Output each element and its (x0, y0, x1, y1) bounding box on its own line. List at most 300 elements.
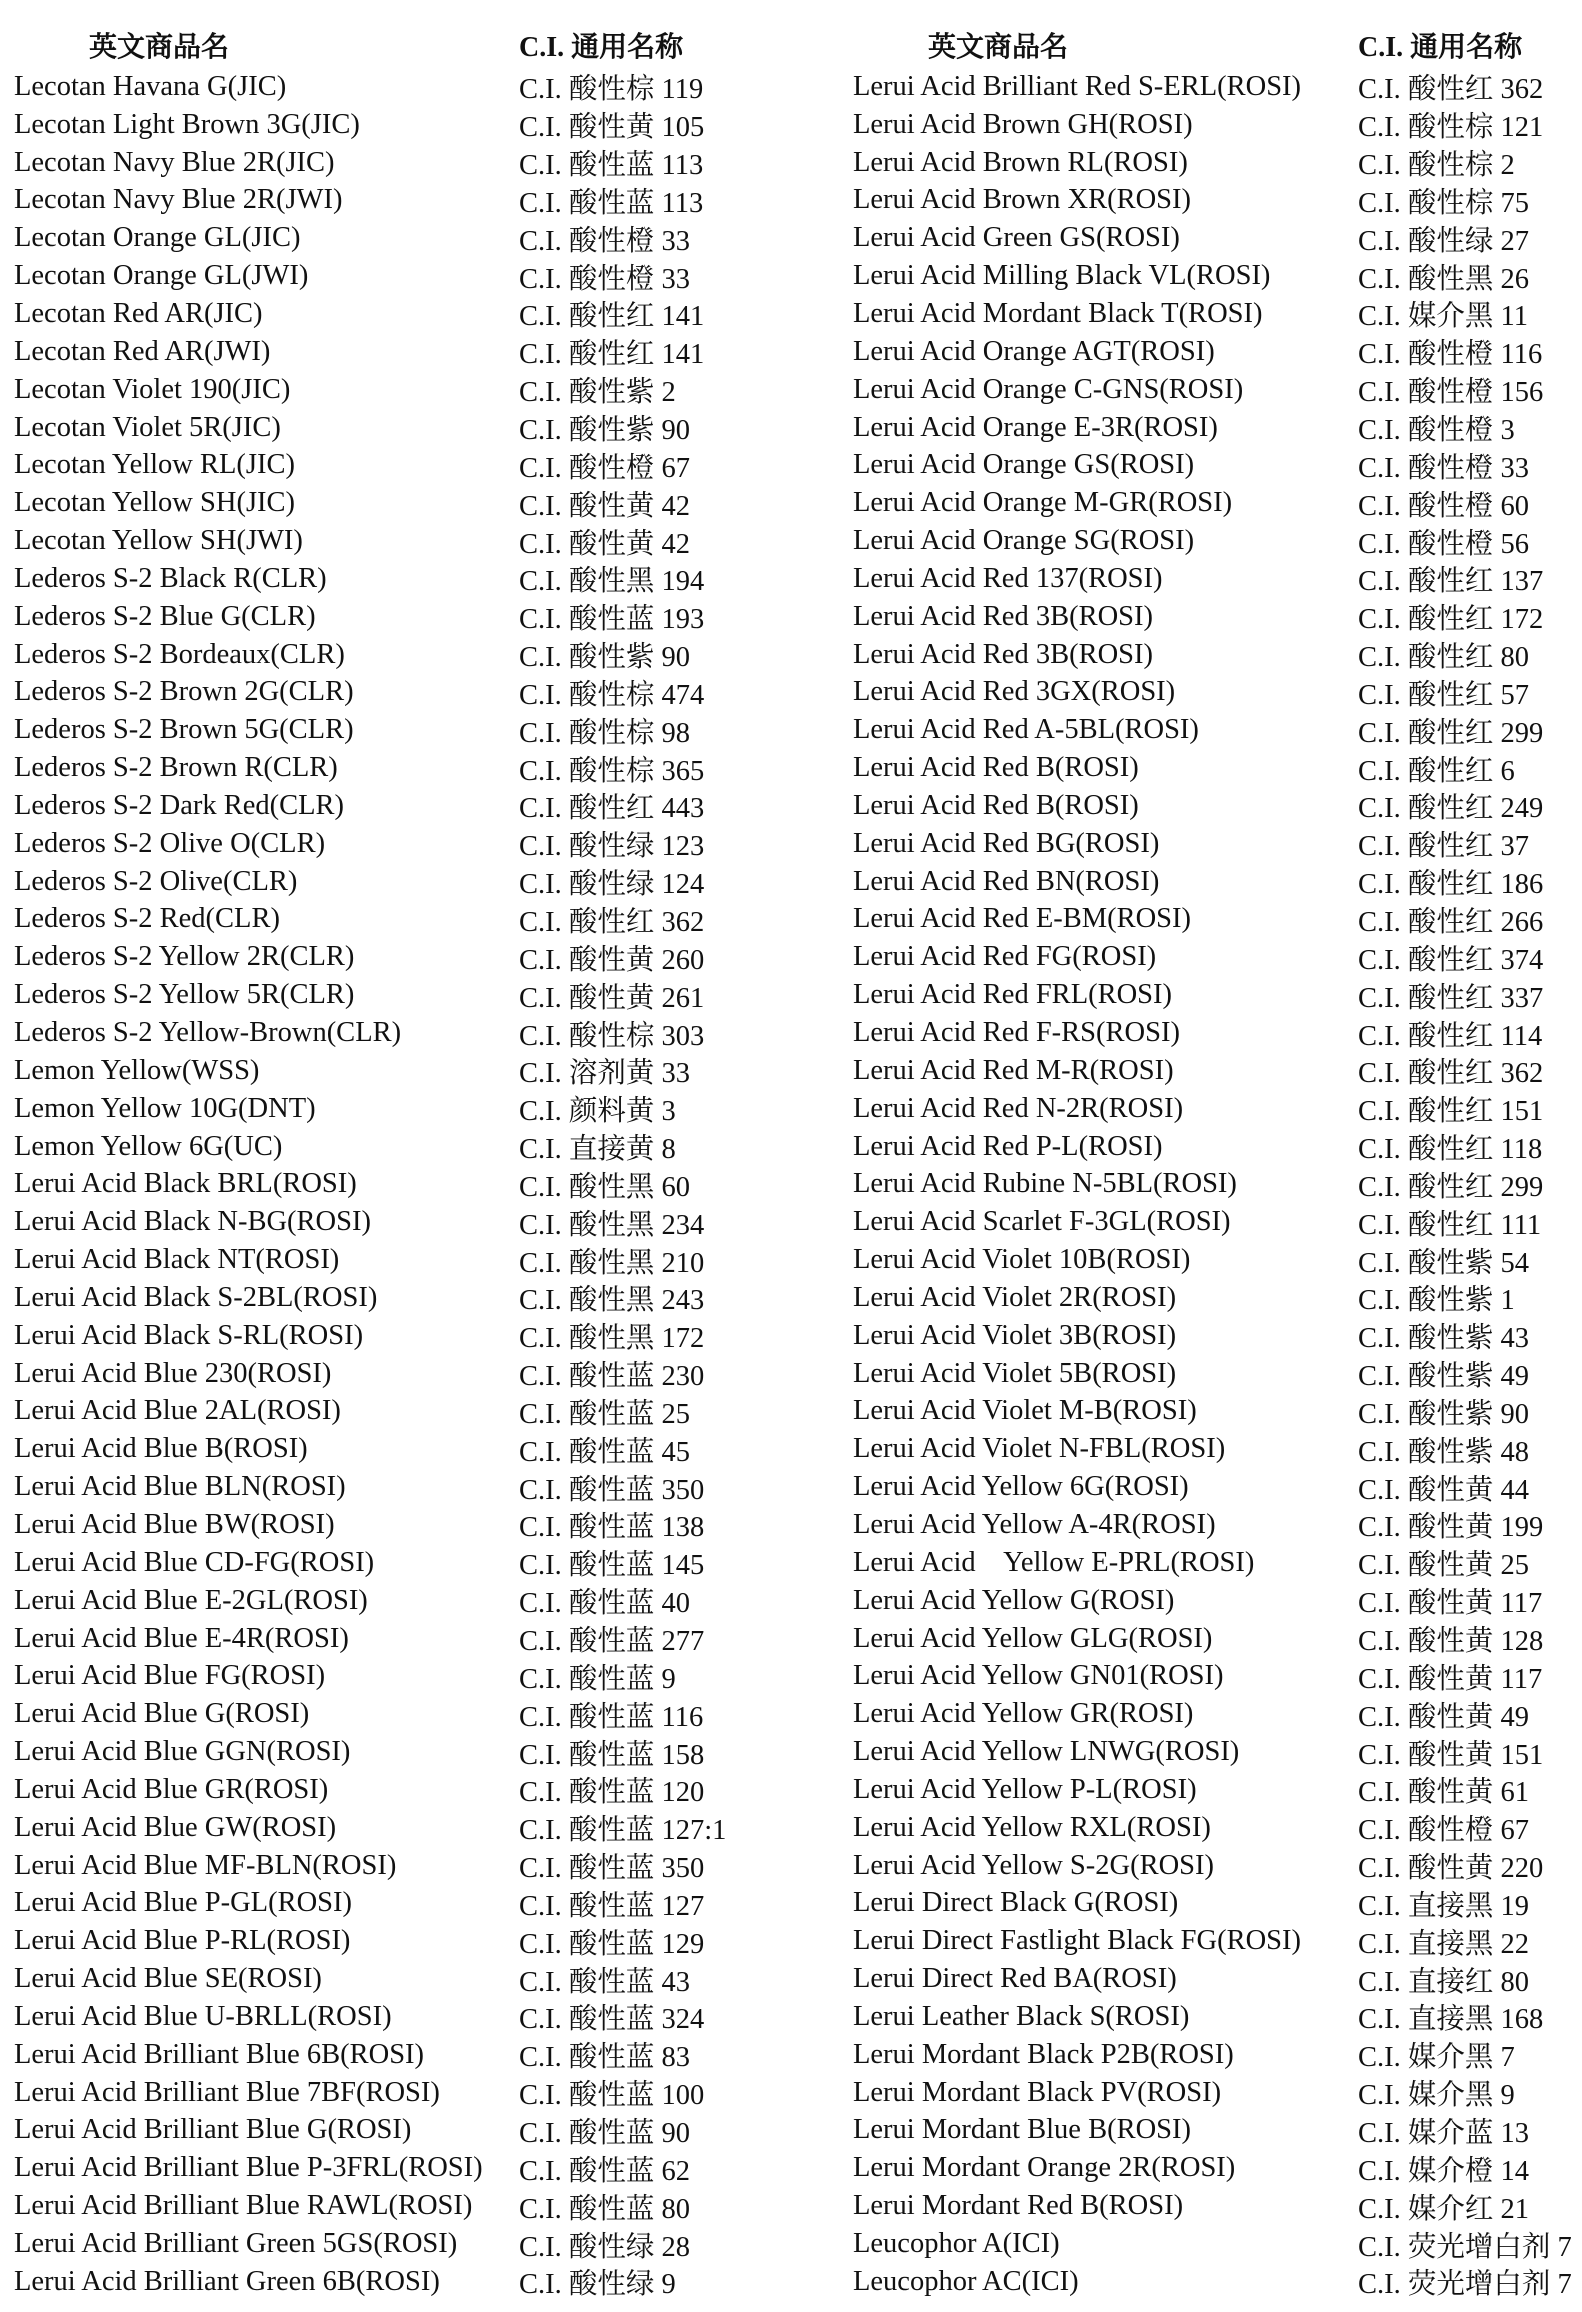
ci-generic-name: C.I. 酸性蓝 120 (519, 1777, 705, 1809)
table-row (853, 1165, 1582, 1203)
table-row (853, 182, 1582, 220)
ci-generic-name: C.I. 酸性红 151 (1358, 1096, 1544, 1128)
table-row (14, 1090, 854, 1128)
table-row (14, 1241, 854, 1279)
english-trade-name: Lerui Acid Brilliant Red S-ERL(ROSI) (853, 70, 1302, 102)
english-trade-name: Lecotan Orange GL(JIC) (14, 222, 301, 254)
ci-generic-name: C.I. 酸性红 111 (1358, 1209, 1542, 1241)
table-row (14, 1922, 854, 1960)
english-trade-name: Lerui Acid Blue P-RL(ROSI) (14, 1925, 351, 1957)
table-row (853, 2187, 1582, 2225)
table-row (14, 409, 854, 447)
table-row (853, 219, 1582, 257)
english-trade-name: Lecotan Yellow SH(JWI) (14, 525, 303, 557)
table-row (14, 863, 854, 901)
ci-generic-name: C.I. 酸性黑 26 (1358, 263, 1530, 295)
table-row (853, 1657, 1582, 1695)
english-trade-name: Lerui Direct Red BA(ROSI) (853, 1963, 1177, 1995)
ci-generic-name: C.I. 酸性蓝 100 (519, 2080, 705, 2112)
ci-generic-name: C.I. 直接黄 8 (519, 1134, 676, 1166)
table-row (14, 2187, 854, 2225)
table-row (14, 1960, 854, 1998)
table-row (853, 901, 1582, 939)
ci-generic-name: C.I. 酸性红 37 (1358, 831, 1530, 863)
ci-generic-name: C.I. 酸性橙 33 (519, 225, 691, 257)
ci-generic-name: C.I. 酸性棕 474 (519, 679, 705, 711)
ci-generic-name: C.I. 酸性黄 151 (1358, 1739, 1544, 1771)
table-row (14, 68, 854, 106)
table-row (853, 484, 1582, 522)
table-row (853, 371, 1582, 409)
table-row (853, 787, 1582, 825)
english-trade-name: Lerui Acid Violet N-FBL(ROSI) (853, 1433, 1226, 1465)
table-row (14, 1506, 854, 1544)
table-row (14, 1998, 854, 2036)
ci-generic-name: C.I. 酸性棕 2 (1358, 150, 1515, 182)
english-trade-name: Lecotan Violet 5R(JIC) (14, 411, 281, 443)
table-row (853, 1544, 1582, 1582)
english-trade-name: Lerui Acid Red E-BM(ROSI) (853, 903, 1191, 935)
table-row (853, 1885, 1582, 1923)
table-row (853, 598, 1582, 636)
english-trade-name: Lerui Acid Orange AGT(ROSI) (853, 335, 1215, 367)
table-row (14, 1657, 854, 1695)
english-trade-name: Lerui Acid Brown RL(ROSI) (853, 146, 1188, 178)
english-trade-name: Lerui Acid Violet 5B(ROSI) (853, 1357, 1177, 1389)
table-row (853, 2225, 1582, 2263)
english-trade-name: Lerui Mordant Black P2B(ROSI) (853, 2038, 1234, 2070)
table-row (853, 863, 1582, 901)
english-trade-name: Lederos S-2 Yellow 2R(CLR) (14, 941, 355, 973)
english-trade-name: Lerui Acid Violet 2R(ROSI) (853, 1281, 1177, 1313)
table-row (853, 106, 1582, 144)
english-trade-name: Lecotan Red AR(JIC) (14, 297, 263, 329)
english-trade-name: Lerui Acid Red 3B(ROSI) (853, 638, 1154, 670)
table-row (14, 333, 854, 371)
table-row (853, 409, 1582, 447)
english-trade-name: Lerui Acid Milling Black VL(ROSI) (853, 260, 1271, 292)
table-row (14, 295, 854, 333)
table-row (14, 560, 854, 598)
ci-generic-name: C.I. 酸性红 299 (1358, 1171, 1544, 1203)
ci-generic-name: C.I. 酸性黑 172 (519, 1323, 705, 1355)
column-header (853, 22, 1582, 68)
ci-generic-name: C.I. 酸性蓝 45 (519, 1436, 691, 1468)
header-ci-name: C.I. 通用名称 (1358, 32, 1523, 63)
english-trade-name: Lerui Acid Orange SG(ROSI) (853, 525, 1195, 557)
ci-generic-name: C.I. 酸性橙 156 (1358, 377, 1544, 409)
table-row (853, 1771, 1582, 1809)
table-row (853, 257, 1582, 295)
ci-generic-name: C.I. 酸性紫 90 (1358, 1398, 1530, 1430)
table-row (14, 1165, 854, 1203)
english-trade-name: Lecotan Yellow SH(JIC) (14, 487, 296, 519)
ci-generic-name: C.I. 酸性红 362 (1358, 1058, 1544, 1090)
english-trade-name: Lerui Acid Red P-L(ROSI) (853, 1130, 1163, 1162)
english-trade-name: Lemon Yellow 10G(DNT) (14, 1092, 316, 1124)
ci-generic-name: C.I. 酸性蓝 113 (519, 150, 704, 182)
ci-generic-name: C.I. 酸性蓝 80 (519, 2193, 691, 2225)
table-row (14, 2225, 854, 2263)
english-trade-name: Lecotan Navy Blue 2R(JIC) (14, 146, 335, 178)
table-row (14, 787, 854, 825)
english-trade-name: Lerui Acid Yellow GR(ROSI) (853, 1698, 1194, 1730)
english-trade-name: Lerui Acid Red N-2R(ROSI) (853, 1092, 1184, 1124)
table-row (853, 1847, 1582, 1885)
english-trade-name: Lerui Mordant Red B(ROSI) (853, 2190, 1184, 2222)
english-trade-name: Lerui Acid Red 137(ROSI) (853, 562, 1163, 594)
ci-generic-name: C.I. 媒介橙 14 (1358, 2155, 1530, 2187)
column-header (14, 22, 854, 68)
table-row (853, 1279, 1582, 1317)
table-row (853, 2074, 1582, 2112)
english-trade-name: Lerui Acid Blue U-BRLL(ROSI) (14, 2000, 392, 2032)
ci-generic-name: C.I. 酸性蓝 277 (519, 1626, 705, 1658)
table-row (14, 446, 854, 484)
english-trade-name: Leucophor AC(ICI) (853, 2265, 1079, 2297)
table-row (853, 295, 1582, 333)
ci-generic-name: C.I. 酸性黄 49 (1358, 1701, 1530, 1733)
ci-generic-name: C.I. 酸性蓝 127 (519, 1890, 705, 1922)
ci-generic-name: C.I. 酸性黑 243 (519, 1285, 705, 1317)
english-trade-name: Lederos S-2 Bordeaux(CLR) (14, 638, 345, 670)
english-trade-name: Lerui Acid Brilliant Blue 7BF(ROSI) (14, 2076, 440, 2108)
ci-generic-name: C.I. 酸性黄 199 (1358, 1512, 1544, 1544)
ci-generic-name: C.I. 酸性黑 60 (519, 1171, 691, 1203)
english-trade-name: Lerui Acid Red BG(ROSI) (853, 827, 1160, 859)
table-row (853, 1620, 1582, 1658)
ci-generic-name: C.I. 媒介红 21 (1358, 2193, 1530, 2225)
table-row (853, 1582, 1582, 1620)
english-trade-name: Lerui Acid Blue GGN(ROSI) (14, 1736, 351, 1768)
table-row (14, 2112, 854, 2150)
english-trade-name: Lecotan Navy Blue 2R(JWI) (14, 184, 343, 216)
english-trade-name: Lerui Acid Yellow P-L(ROSI) (853, 1773, 1197, 1805)
english-trade-name: Lerui Acid Red BN(ROSI) (853, 865, 1160, 897)
ci-generic-name: C.I. 酸性红 6 (1358, 755, 1515, 787)
table-row (853, 2112, 1582, 2150)
english-trade-name: Lerui Acid Red 3B(ROSI) (853, 600, 1154, 632)
english-trade-name: Lerui Acid Yellow S-2G(ROSI) (853, 1849, 1214, 1881)
ci-generic-name: C.I. 酸性黑 234 (519, 1209, 705, 1241)
ci-generic-name: C.I. 媒介蓝 13 (1358, 2117, 1530, 2149)
english-trade-name: Lerui Acid Yellow GN01(ROSI) (853, 1660, 1224, 1692)
english-trade-name: Lederos S-2 Yellow-Brown(CLR) (14, 1017, 402, 1049)
table-row (853, 1241, 1582, 1279)
english-trade-name: Lerui Acid Yellow A-4R(ROSI) (853, 1508, 1216, 1540)
table-row (853, 674, 1582, 712)
table-row (853, 1317, 1582, 1355)
english-trade-name: Lerui Acid Red FG(ROSI) (853, 941, 1157, 973)
table-row (853, 1998, 1582, 2036)
ci-generic-name: C.I. 荧光增白剂 7 (1358, 2231, 1572, 2263)
english-trade-name: Lerui Acid Brilliant Blue 6B(ROSI) (14, 2038, 425, 2070)
table-row (853, 560, 1582, 598)
header-ci-name: C.I. 通用名称 (519, 32, 684, 63)
table-row (853, 446, 1582, 484)
ci-generic-name: C.I. 酸性蓝 127:1 (519, 1815, 727, 1847)
table-row (14, 2263, 854, 2301)
english-trade-name: Lerui Acid Orange GS(ROSI) (853, 449, 1195, 481)
english-trade-name: Lerui Acid Yellow E-PRL(ROSI) (853, 1546, 1255, 1578)
table-row (853, 636, 1582, 674)
english-trade-name: Lerui Acid Brilliant Blue RAWL(ROSI) (14, 2190, 473, 2222)
ci-generic-name: C.I. 酸性棕 98 (519, 717, 691, 749)
table-row (14, 1544, 854, 1582)
table-row (14, 636, 854, 674)
ci-generic-name: C.I. 酸性棕 75 (1358, 187, 1530, 219)
ci-generic-name: C.I. 酸性蓝 90 (519, 2117, 691, 2149)
ci-generic-name: C.I. 酸性蓝 138 (519, 1512, 705, 1544)
table-row (14, 2149, 854, 2187)
table-row (853, 976, 1582, 1014)
ci-generic-name: C.I. 酸性橙 33 (519, 263, 691, 295)
ci-generic-name: C.I. 酸性紫 90 (519, 415, 691, 447)
ci-generic-name: C.I. 酸性黄 261 (519, 982, 705, 1014)
ci-generic-name: C.I. 酸性红 118 (1358, 1134, 1543, 1166)
ci-generic-name: C.I. 酸性紫 54 (1358, 1247, 1530, 1279)
table-row (853, 938, 1582, 976)
ci-generic-name: C.I. 酸性黄 220 (1358, 1853, 1544, 1885)
ci-generic-name: C.I. 酸性橙 116 (1358, 339, 1543, 371)
english-trade-name: Lerui Acid Blue FG(ROSI) (14, 1660, 326, 1692)
ci-generic-name: C.I. 直接黑 19 (1358, 1890, 1530, 1922)
ci-generic-name: C.I. 酸性蓝 43 (519, 1966, 691, 1998)
english-trade-name: Lecotan Violet 190(JIC) (14, 373, 291, 405)
table-row (14, 144, 854, 182)
ci-generic-name: C.I. 酸性黄 117 (1358, 1588, 1543, 1620)
ci-generic-name: C.I. 酸性红 114 (1358, 1020, 1543, 1052)
ci-generic-name: C.I. 酸性蓝 62 (519, 2155, 691, 2187)
english-trade-name: Lederos S-2 Red(CLR) (14, 903, 280, 935)
ci-generic-name: C.I. 荧光增白剂 7 (1358, 2269, 1572, 2301)
table-row (14, 2074, 854, 2112)
ci-generic-name: C.I. 酸性紫 49 (1358, 1361, 1530, 1393)
table-row (853, 1922, 1582, 1960)
ci-generic-name: C.I. 媒介黑 11 (1358, 301, 1528, 333)
ci-generic-name: C.I. 酸性红 141 (519, 301, 705, 333)
english-trade-name: Lecotan Havana G(JIC) (14, 70, 287, 102)
ci-generic-name: C.I. 酸性棕 303 (519, 1020, 705, 1052)
english-trade-name: Lemon Yellow 6G(UC) (14, 1130, 283, 1162)
table-row (14, 1582, 854, 1620)
ci-generic-name: C.I. 酸性蓝 83 (519, 2042, 691, 2074)
ci-generic-name: C.I. 酸性黄 42 (519, 528, 691, 560)
english-trade-name: Lerui Acid Blue MF-BLN(ROSI) (14, 1849, 397, 1881)
right-column (853, 22, 1582, 2301)
table-row (14, 938, 854, 976)
ci-generic-name: C.I. 酸性紫 1 (1358, 1285, 1515, 1317)
table-row (14, 1733, 854, 1771)
english-trade-name: Lecotan Yellow RL(JIC) (14, 449, 296, 481)
english-trade-name: Lerui Acid Red B(ROSI) (853, 752, 1139, 784)
english-trade-name: Lerui Acid Rubine N-5BL(ROSI) (853, 1168, 1237, 1200)
table-row (14, 484, 854, 522)
ci-generic-name: C.I. 酸性红 186 (1358, 869, 1544, 901)
table-row (853, 2263, 1582, 2301)
english-trade-name: Lerui Acid Blue E-2GL(ROSI) (14, 1584, 368, 1616)
table-row (853, 1052, 1582, 1090)
ci-generic-name: C.I. 直接黑 22 (1358, 1928, 1530, 1960)
table-row (853, 1430, 1582, 1468)
table-row (14, 106, 854, 144)
table-row (14, 1620, 854, 1658)
table-row (14, 1430, 854, 1468)
ci-generic-name: C.I. 酸性紫 43 (1358, 1323, 1530, 1355)
table-row (853, 68, 1582, 106)
english-trade-name: Lerui Direct Black G(ROSI) (853, 1887, 1179, 1919)
english-trade-name: Lerui Acid Blue SE(ROSI) (14, 1963, 322, 1995)
ci-generic-name: C.I. 酸性蓝 113 (519, 187, 704, 219)
ci-generic-name: C.I. 酸性黄 44 (1358, 1474, 1530, 1506)
ci-generic-name: C.I. 酸性绿 28 (519, 2231, 691, 2263)
table-row (853, 2036, 1582, 2074)
ci-generic-name: C.I. 酸性紫 48 (1358, 1436, 1530, 1468)
table-row (14, 1468, 854, 1506)
ci-generic-name: C.I. 酸性红 299 (1358, 717, 1544, 749)
ci-generic-name: C.I. 溶剂黄 33 (519, 1058, 691, 1090)
ci-generic-name: C.I. 酸性紫 90 (519, 642, 691, 674)
table-row (853, 1128, 1582, 1166)
english-trade-name: Lederos S-2 Black R(CLR) (14, 562, 327, 594)
table-row (14, 1809, 854, 1847)
table-row (14, 1847, 854, 1885)
english-trade-name: Lerui Acid Blue B(ROSI) (14, 1433, 308, 1465)
english-trade-name: Lerui Acid Brown XR(ROSI) (853, 184, 1192, 216)
header-english-name: 英文商品名 (928, 32, 1069, 63)
table-row (853, 711, 1582, 749)
table-row (14, 598, 854, 636)
english-trade-name: Lerui Acid Black BRL(ROSI) (14, 1168, 357, 1200)
english-trade-name: Lederos S-2 Brown 2G(CLR) (14, 676, 354, 708)
english-trade-name: Lerui Acid Yellow LNWG(ROSI) (853, 1736, 1240, 1768)
ci-generic-name: C.I. 酸性蓝 350 (519, 1853, 705, 1885)
ci-generic-name: C.I. 酸性红 137 (1358, 566, 1544, 598)
ci-generic-name: C.I. 酸性红 141 (519, 339, 705, 371)
english-trade-name: Lederos S-2 Brown R(CLR) (14, 752, 338, 784)
english-trade-name: Lerui Acid Brilliant Blue G(ROSI) (14, 2114, 412, 2146)
english-trade-name: Lerui Acid Blue P-GL(ROSI) (14, 1887, 352, 1919)
ci-generic-name: C.I. 酸性绿 124 (519, 869, 705, 901)
english-trade-name: Lerui Acid Yellow RXL(ROSI) (853, 1811, 1211, 1843)
english-trade-name: Lerui Acid Brilliant Green 5GS(ROSI) (14, 2228, 458, 2260)
table-row (853, 1090, 1582, 1128)
english-trade-name: Lerui Acid Red F-RS(ROSI) (853, 1017, 1180, 1049)
ci-generic-name: C.I. 酸性棕 121 (1358, 112, 1544, 144)
left-column (14, 22, 854, 2301)
ci-generic-name: C.I. 酸性蓝 25 (519, 1398, 691, 1430)
ci-generic-name: C.I. 酸性蓝 9 (519, 1663, 676, 1695)
table-row (853, 333, 1582, 371)
table-row (853, 1695, 1582, 1733)
english-trade-name: Leucophor A(ICI) (853, 2228, 1060, 2260)
ci-generic-name: C.I. 酸性蓝 230 (519, 1361, 705, 1393)
table-row (14, 1052, 854, 1090)
table-row (14, 1317, 854, 1355)
table-row (14, 1014, 854, 1052)
ci-generic-name: C.I. 酸性红 249 (1358, 793, 1544, 825)
table-row (14, 371, 854, 409)
english-trade-name: Lerui Acid Orange M-GR(ROSI) (853, 487, 1233, 519)
table-row (14, 976, 854, 1014)
ci-generic-name: C.I. 媒介黑 9 (1358, 2080, 1515, 2112)
table-row (853, 1960, 1582, 1998)
table-row (14, 1203, 854, 1241)
ci-generic-name: C.I. 直接黑 168 (1358, 2004, 1544, 2036)
english-trade-name: Lerui Leather Black S(ROSI) (853, 2000, 1190, 2032)
ci-generic-name: C.I. 酸性红 172 (1358, 604, 1544, 636)
english-trade-name: Lerui Acid Black N-BG(ROSI) (14, 1206, 371, 1238)
table-row (14, 1695, 854, 1733)
ci-generic-name: C.I. 酸性黄 25 (1358, 1550, 1530, 1582)
ci-generic-name: C.I. 酸性红 266 (1358, 906, 1544, 938)
english-trade-name: Lederos S-2 Olive O(CLR) (14, 827, 326, 859)
table-row (853, 1733, 1582, 1771)
table-row (853, 1468, 1582, 1506)
english-trade-name: Lerui Acid Blue GR(ROSI) (14, 1773, 329, 1805)
table-row (14, 219, 854, 257)
table-row (14, 749, 854, 787)
english-trade-name: Lederos S-2 Olive(CLR) (14, 865, 298, 897)
english-trade-name: Lerui Mordant Orange 2R(ROSI) (853, 2152, 1236, 2184)
english-trade-name: Lerui Acid Black S-RL(ROSI) (14, 1319, 364, 1351)
table-row (14, 522, 854, 560)
ci-generic-name: C.I. 酸性橙 56 (1358, 528, 1530, 560)
english-trade-name: Lerui Acid Red FRL(ROSI) (853, 979, 1173, 1011)
ci-generic-name: C.I. 酸性绿 27 (1358, 225, 1530, 257)
ci-generic-name: C.I. 酸性蓝 129 (519, 1928, 705, 1960)
english-trade-name: Lerui Acid Red M-R(ROSI) (853, 1054, 1174, 1086)
english-trade-name: Lerui Acid Blue BW(ROSI) (14, 1508, 335, 1540)
english-trade-name: Lerui Acid Blue BLN(ROSI) (14, 1471, 346, 1503)
ci-generic-name: C.I. 酸性黑 210 (519, 1247, 705, 1279)
english-trade-name: Lerui Acid Yellow 6G(ROSI) (853, 1471, 1189, 1503)
english-trade-name: Lerui Acid Brilliant Green 6B(ROSI) (14, 2265, 440, 2297)
table-row (14, 1393, 854, 1431)
english-trade-name: Lerui Acid Blue CD-FG(ROSI) (14, 1546, 375, 1578)
table-row (853, 1809, 1582, 1847)
ci-generic-name: C.I. 酸性红 443 (519, 793, 705, 825)
english-trade-name: Lerui Acid Violet 10B(ROSI) (853, 1244, 1191, 1276)
ci-generic-name: C.I. 酸性黄 260 (519, 944, 705, 976)
english-trade-name: Lerui Acid Brown GH(ROSI) (853, 108, 1193, 140)
english-trade-name: Lerui Acid Violet 3B(ROSI) (853, 1319, 1177, 1351)
ci-generic-name: C.I. 酸性黑 194 (519, 566, 705, 598)
table-row (853, 522, 1582, 560)
ci-generic-name: C.I. 酸性蓝 145 (519, 1550, 705, 1582)
table-row (853, 1203, 1582, 1241)
ci-generic-name: C.I. 酸性黄 61 (1358, 1777, 1530, 1809)
table-row (14, 825, 854, 863)
english-trade-name: Lecotan Orange GL(JWI) (14, 260, 309, 292)
english-trade-name: Lerui Acid Orange C-GNS(ROSI) (853, 373, 1244, 405)
table-row (853, 1506, 1582, 1544)
ci-generic-name: C.I. 酸性黄 128 (1358, 1626, 1544, 1658)
english-trade-name: Lerui Acid Scarlet F-3GL(ROSI) (853, 1206, 1231, 1238)
ci-generic-name: C.I. 酸性蓝 40 (519, 1588, 691, 1620)
ci-generic-name: C.I. 酸性蓝 350 (519, 1474, 705, 1506)
english-trade-name: Lerui Mordant Black PV(ROSI) (853, 2076, 1222, 2108)
english-trade-name: Lecotan Red AR(JWI) (14, 335, 271, 367)
ci-generic-name: C.I. 酸性红 374 (1358, 944, 1544, 976)
ci-generic-name: C.I. 酸性棕 365 (519, 755, 705, 787)
table-row (14, 182, 854, 220)
english-trade-name: Lerui Acid Green GS(ROSI) (853, 222, 1180, 254)
english-trade-name: Lerui Acid Black S-2BL(ROSI) (14, 1281, 378, 1313)
ci-generic-name: C.I. 酸性蓝 116 (519, 1701, 704, 1733)
english-trade-name: Lerui Acid Blue GW(ROSI) (14, 1811, 337, 1843)
table-row (14, 674, 854, 712)
